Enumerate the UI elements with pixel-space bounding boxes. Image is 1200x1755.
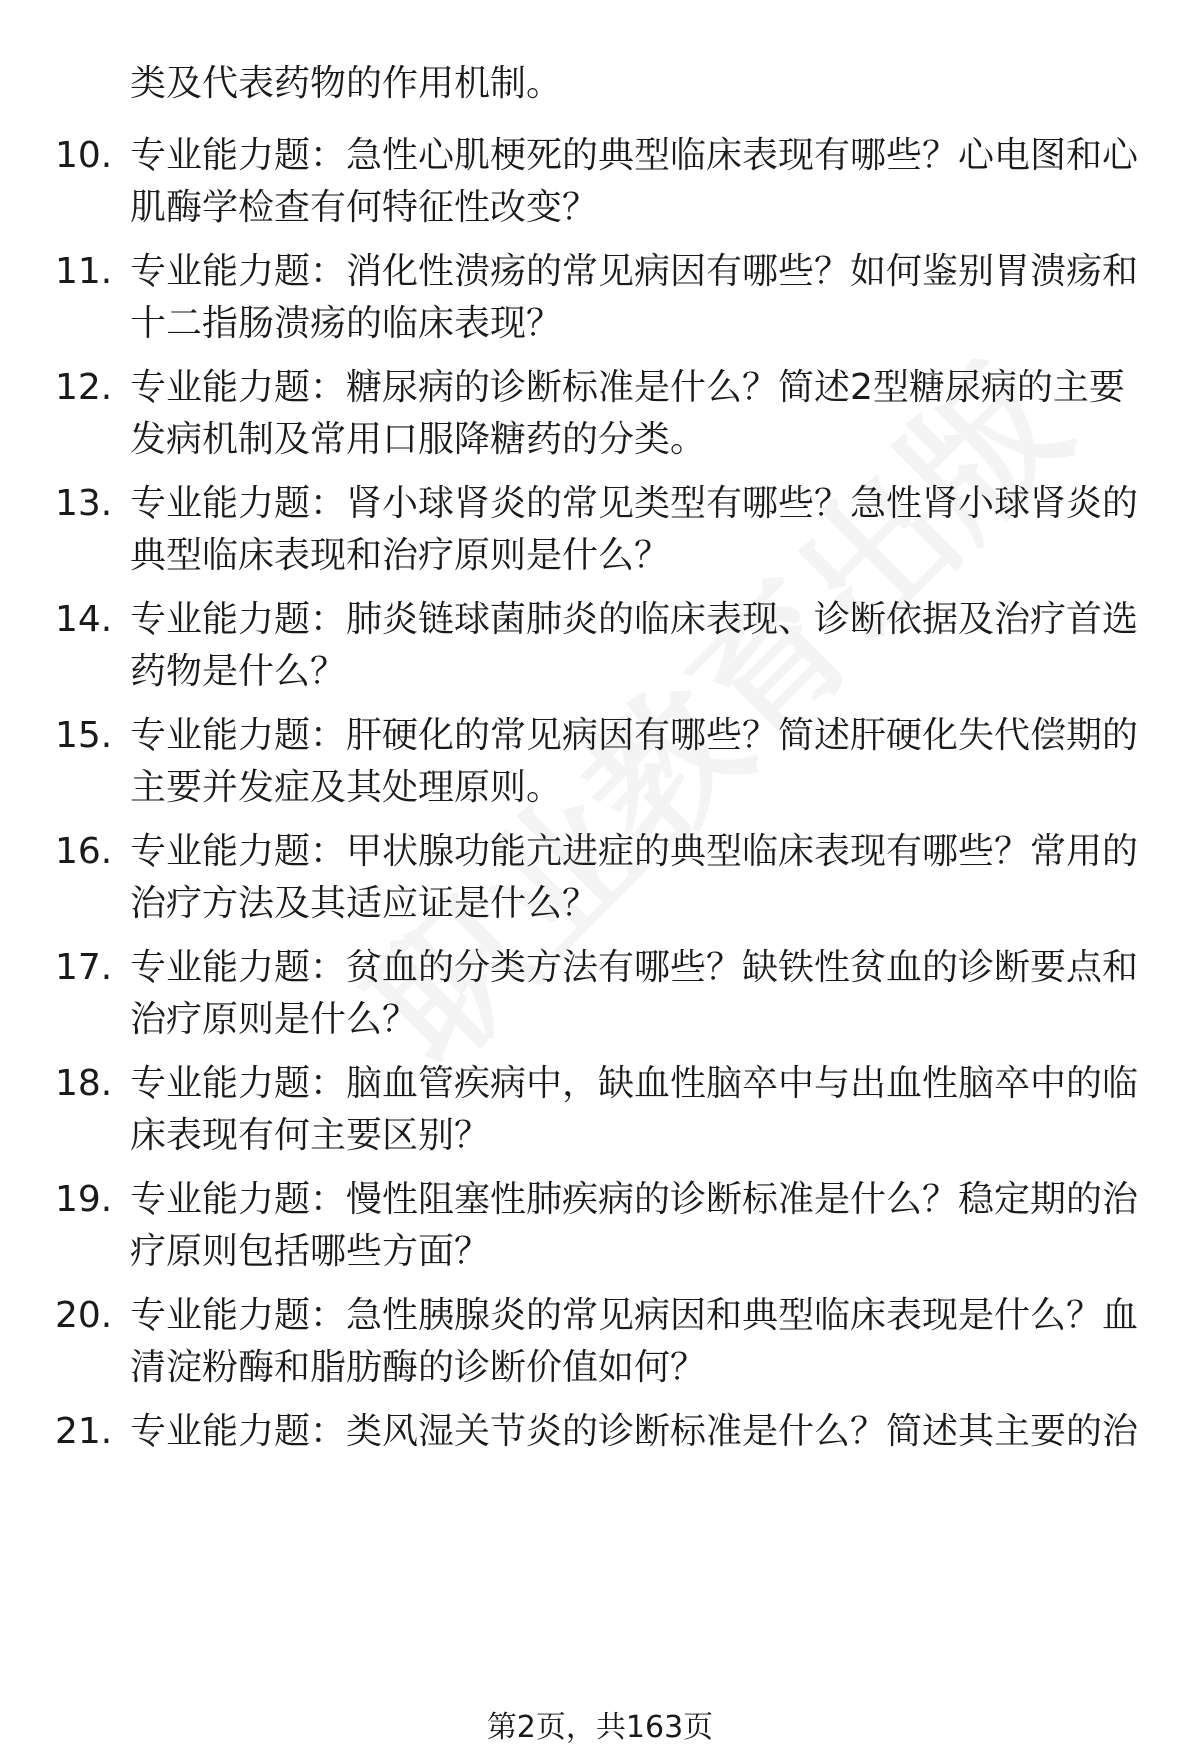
- question-number: 17.: [55, 947, 113, 988]
- question-number: 13.: [55, 483, 113, 524]
- question-number: 18.: [55, 1063, 113, 1104]
- question-text: 专业能力题：慢性阻塞性肺疾病的诊断标准是什么？稳定期的治疗原则包括哪些方面？: [130, 1179, 1139, 1272]
- question-number: 16.: [55, 831, 113, 872]
- question-text: 专业能力题：肺炎链球菌肺炎的临床表现、诊断依据及治疗首选药物是什么？: [130, 599, 1139, 692]
- question-text: 专业能力题：急性胰腺炎的常见病因和典型临床表现是什么？血清淀粉酶和脂肪酶的诊断价值如何？: [130, 1295, 1139, 1388]
- question-number: 21.: [55, 1411, 113, 1452]
- page-footer: 第2页，共163页: [486, 1710, 714, 1745]
- question-number: 12.: [55, 367, 113, 408]
- continuation-text: 类及代表药物的作用机制。: [130, 63, 563, 104]
- question-text: 专业能力题：肝硬化的常见病因有哪些？简述肝硬化失代偿期的主要并发症及其处理原则。: [130, 715, 1139, 808]
- question-text: 专业能力题：消化性溃疡的常见病因有哪些？如何鉴别胃溃疡和十二指肠溃疡的临床表现？: [130, 251, 1139, 344]
- question-text: 专业能力题：类风湿关节炎的诊断标准是什么？简述其主要的治: [130, 1411, 1139, 1452]
- question-number: 10.: [55, 135, 113, 176]
- question-text: 专业能力题：贫血的分类方法有哪些？缺铁性贫血的诊断要点和治疗原则是什么？: [130, 947, 1139, 1040]
- question-number: 15.: [55, 715, 113, 756]
- question-text: 专业能力题：糖尿病的诊断标准是什么？简述2型糖尿病的主要发病机制及常用口服降糖药的分类。: [130, 367, 1125, 460]
- question-number: 19.: [55, 1179, 113, 1220]
- question-text: 专业能力题：脑血管疾病中，缺血性脑卒中与出血性脑卒中的临床表现有何主要区别？: [130, 1063, 1139, 1156]
- question-number: 20.: [55, 1295, 113, 1336]
- question-text: 专业能力题：急性心肌梗死的典型临床表现有哪些？心电图和心肌酶学检查有何特征性改变？: [130, 135, 1139, 228]
- question-number: 14.: [55, 599, 113, 640]
- question-text: 专业能力题：肾小球肾炎的常见类型有哪些？急性肾小球肾炎的典型临床表现和治疗原则是什么？: [130, 483, 1139, 576]
- question-number: 11.: [55, 251, 113, 292]
- question-text: 专业能力题：甲状腺功能亢进症的典型临床表现有哪些？常用的治疗方法及其适应证是什么？: [130, 831, 1139, 924]
